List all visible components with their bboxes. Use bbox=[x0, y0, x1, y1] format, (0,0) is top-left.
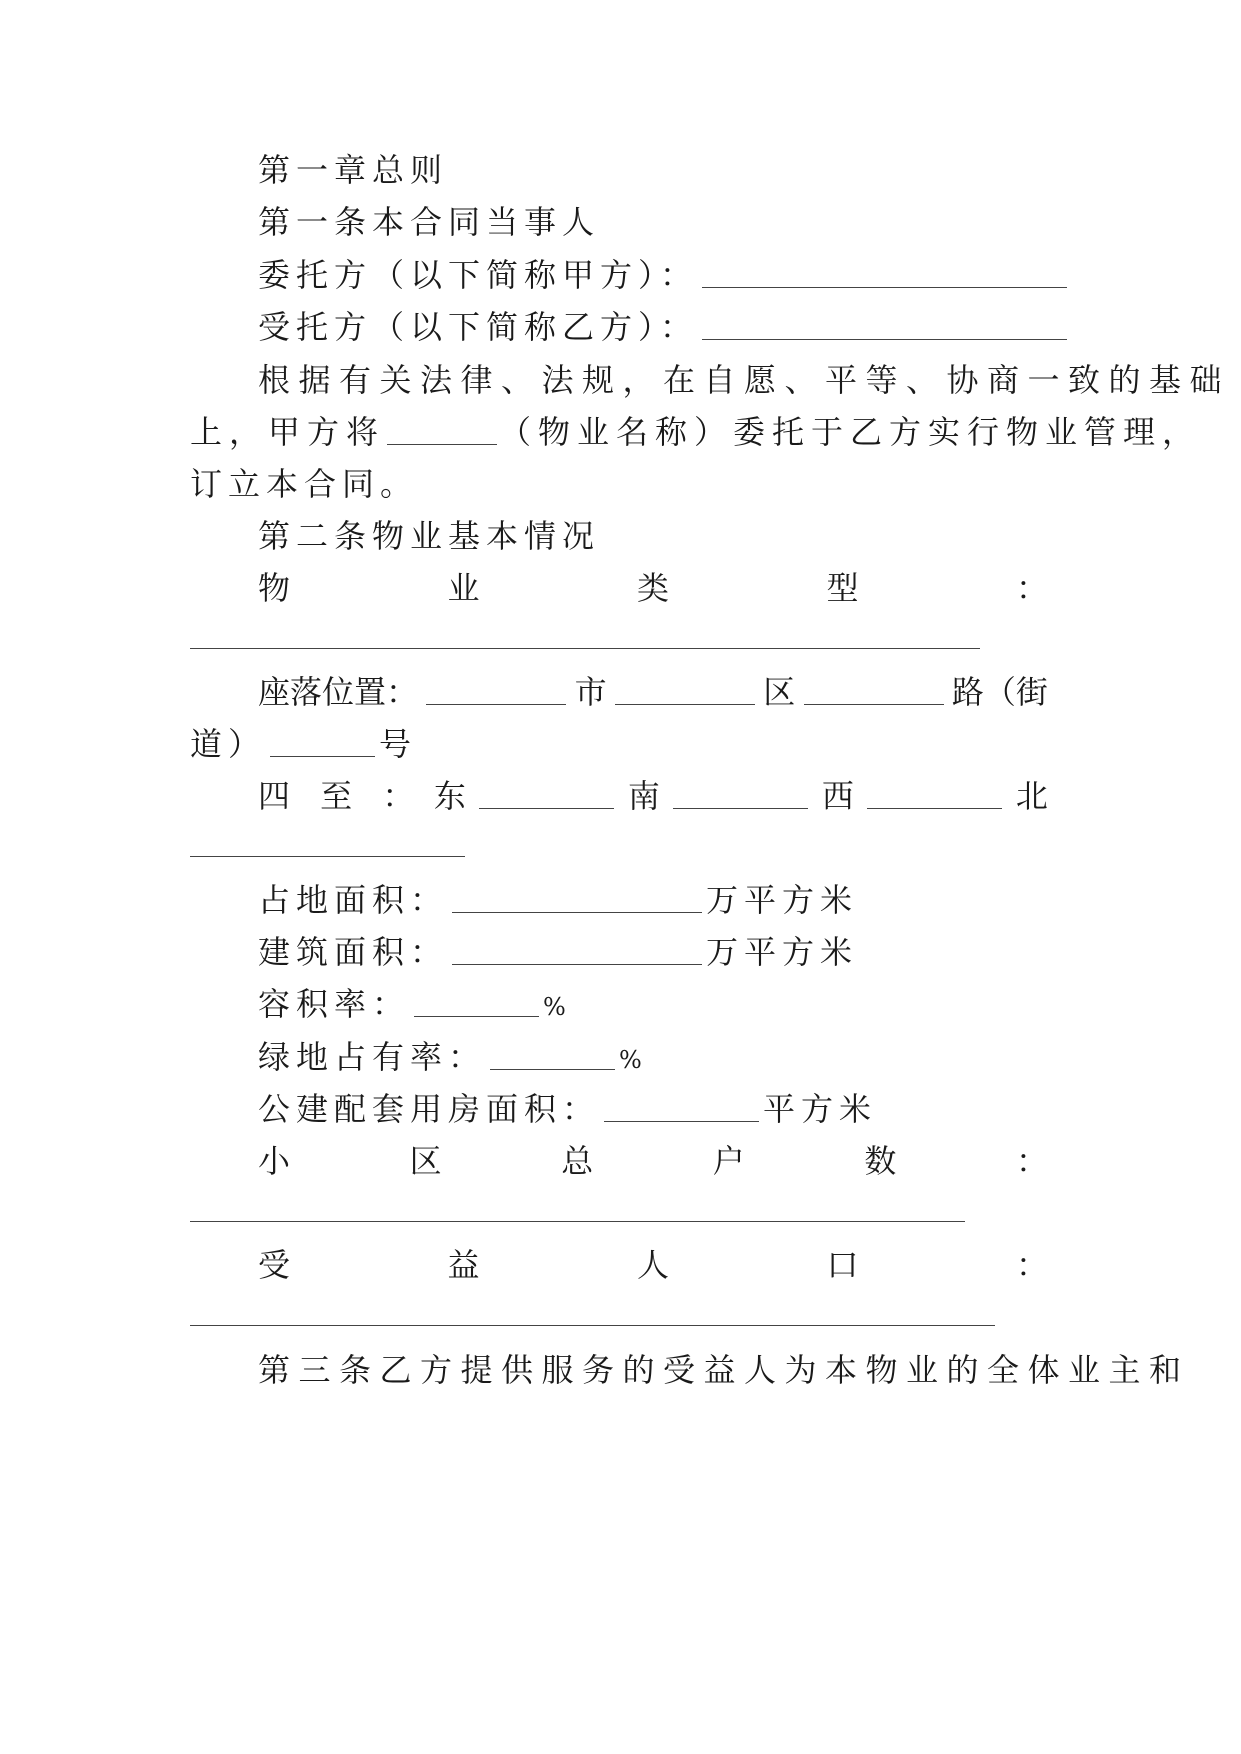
households-blank[interactable] bbox=[190, 1221, 965, 1222]
east-label: 东 bbox=[433, 777, 466, 815]
city-label: 市 bbox=[574, 673, 607, 711]
public-housing-unit: 平方米 bbox=[763, 1090, 878, 1128]
article2-title: 第二条物业基本情况 bbox=[258, 517, 601, 555]
para1-line2-b: （物业名称）委托于乙方实行物业管理， bbox=[499, 413, 1202, 451]
chapter-title: 第一章总则 bbox=[258, 151, 449, 189]
households-char: 总 bbox=[561, 1142, 594, 1180]
plot-ratio-unit: % bbox=[543, 993, 572, 1021]
households-char: 户 bbox=[712, 1142, 745, 1180]
building-area-blank[interactable] bbox=[452, 934, 702, 965]
west-blank[interactable] bbox=[867, 778, 1002, 809]
plot-ratio-blank[interactable] bbox=[414, 986, 539, 1017]
district-blank[interactable] bbox=[615, 674, 755, 705]
road-label: 路（街 bbox=[951, 673, 1048, 711]
green-ratio-unit: % bbox=[619, 1046, 648, 1074]
building-area-unit: 万平方米 bbox=[706, 933, 859, 971]
road-cont-label: 道） bbox=[190, 725, 267, 763]
city-blank[interactable] bbox=[426, 674, 566, 705]
west-label: 西 bbox=[821, 777, 854, 815]
party-b-blank[interactable] bbox=[702, 309, 1067, 340]
beneficiary-pop-blank[interactable] bbox=[190, 1325, 995, 1326]
number-blank[interactable] bbox=[270, 726, 375, 757]
public-housing-blank[interactable] bbox=[604, 1091, 759, 1122]
green-ratio-row bbox=[258, 1037, 648, 1077]
para1-line3: 订立本合同。 bbox=[190, 465, 419, 503]
land-area-label: 占地面积： bbox=[258, 881, 449, 919]
party-a-blank[interactable] bbox=[702, 257, 1067, 288]
land-area-blank[interactable] bbox=[452, 882, 702, 913]
number-label: 号 bbox=[379, 725, 418, 763]
property-type-char: ： bbox=[1015, 569, 1048, 607]
property-type-label bbox=[258, 568, 1048, 608]
para1-line1: 根据有关法律、法规，在自愿、平等、协商一致的基础 bbox=[258, 361, 1231, 399]
public-housing-row bbox=[258, 1089, 877, 1129]
location-row bbox=[258, 672, 1048, 712]
beneficiary-pop-char: ： bbox=[1015, 1246, 1048, 1284]
party-b-label: 受托方（以下简称乙方）： bbox=[258, 308, 699, 346]
party-a-row bbox=[258, 255, 1071, 295]
road-blank[interactable] bbox=[804, 674, 944, 705]
para1-line2 bbox=[190, 412, 1201, 452]
beneficiary-pop-char: 益 bbox=[447, 1246, 480, 1284]
households-label bbox=[258, 1141, 1048, 1181]
property-name-blank[interactable] bbox=[387, 414, 497, 445]
building-area-label: 建筑面积： bbox=[258, 933, 449, 971]
east-blank[interactable] bbox=[479, 778, 614, 809]
beneficiary-pop-char: 人 bbox=[636, 1246, 669, 1284]
south-label: 南 bbox=[627, 777, 660, 815]
article1-title: 第一条本合同当事人 bbox=[258, 203, 601, 241]
article3-line1: 第三条乙方提供服务的受益人为本物业的全体业主和 bbox=[258, 1351, 1190, 1389]
building-area-row bbox=[258, 932, 858, 972]
households-char: 区 bbox=[409, 1142, 442, 1180]
beneficiary-pop-char: 口 bbox=[826, 1246, 859, 1284]
location-label: 座落位置： bbox=[258, 673, 419, 711]
households-char: 数 bbox=[864, 1142, 897, 1180]
para1-line2-a: 上，甲方将 bbox=[190, 413, 386, 451]
households-char: ： bbox=[1015, 1142, 1048, 1180]
property-type-char: 业 bbox=[447, 569, 480, 607]
location-row-2 bbox=[190, 724, 417, 764]
party-b-row bbox=[258, 307, 1071, 347]
green-ratio-label: 绿地占有率： bbox=[258, 1038, 487, 1076]
land-area-unit: 万平方米 bbox=[706, 881, 859, 919]
households-char: 小 bbox=[258, 1142, 291, 1180]
plot-ratio-label: 容积率： bbox=[258, 985, 411, 1023]
south-blank[interactable] bbox=[673, 778, 808, 809]
district-label: 区 bbox=[763, 673, 796, 711]
north-blank[interactable] bbox=[190, 856, 465, 857]
public-housing-label: 公建配套用房面积： bbox=[258, 1090, 601, 1128]
land-area-row bbox=[258, 880, 858, 920]
party-a-label: 委托方（以下简称甲方）： bbox=[258, 256, 699, 294]
plot-ratio-row bbox=[258, 984, 572, 1024]
boundaries-label: 四 至 ： bbox=[258, 777, 425, 815]
north-label: 北 bbox=[1015, 777, 1048, 815]
boundaries-row bbox=[258, 776, 1048, 816]
property-type-char: 物 bbox=[258, 569, 291, 607]
beneficiary-pop-label bbox=[258, 1245, 1048, 1285]
green-ratio-blank[interactable] bbox=[490, 1039, 615, 1070]
property-type-char: 类 bbox=[636, 569, 669, 607]
beneficiary-pop-char: 受 bbox=[258, 1246, 291, 1284]
property-type-char: 型 bbox=[826, 569, 859, 607]
property-type-blank[interactable] bbox=[190, 648, 980, 649]
